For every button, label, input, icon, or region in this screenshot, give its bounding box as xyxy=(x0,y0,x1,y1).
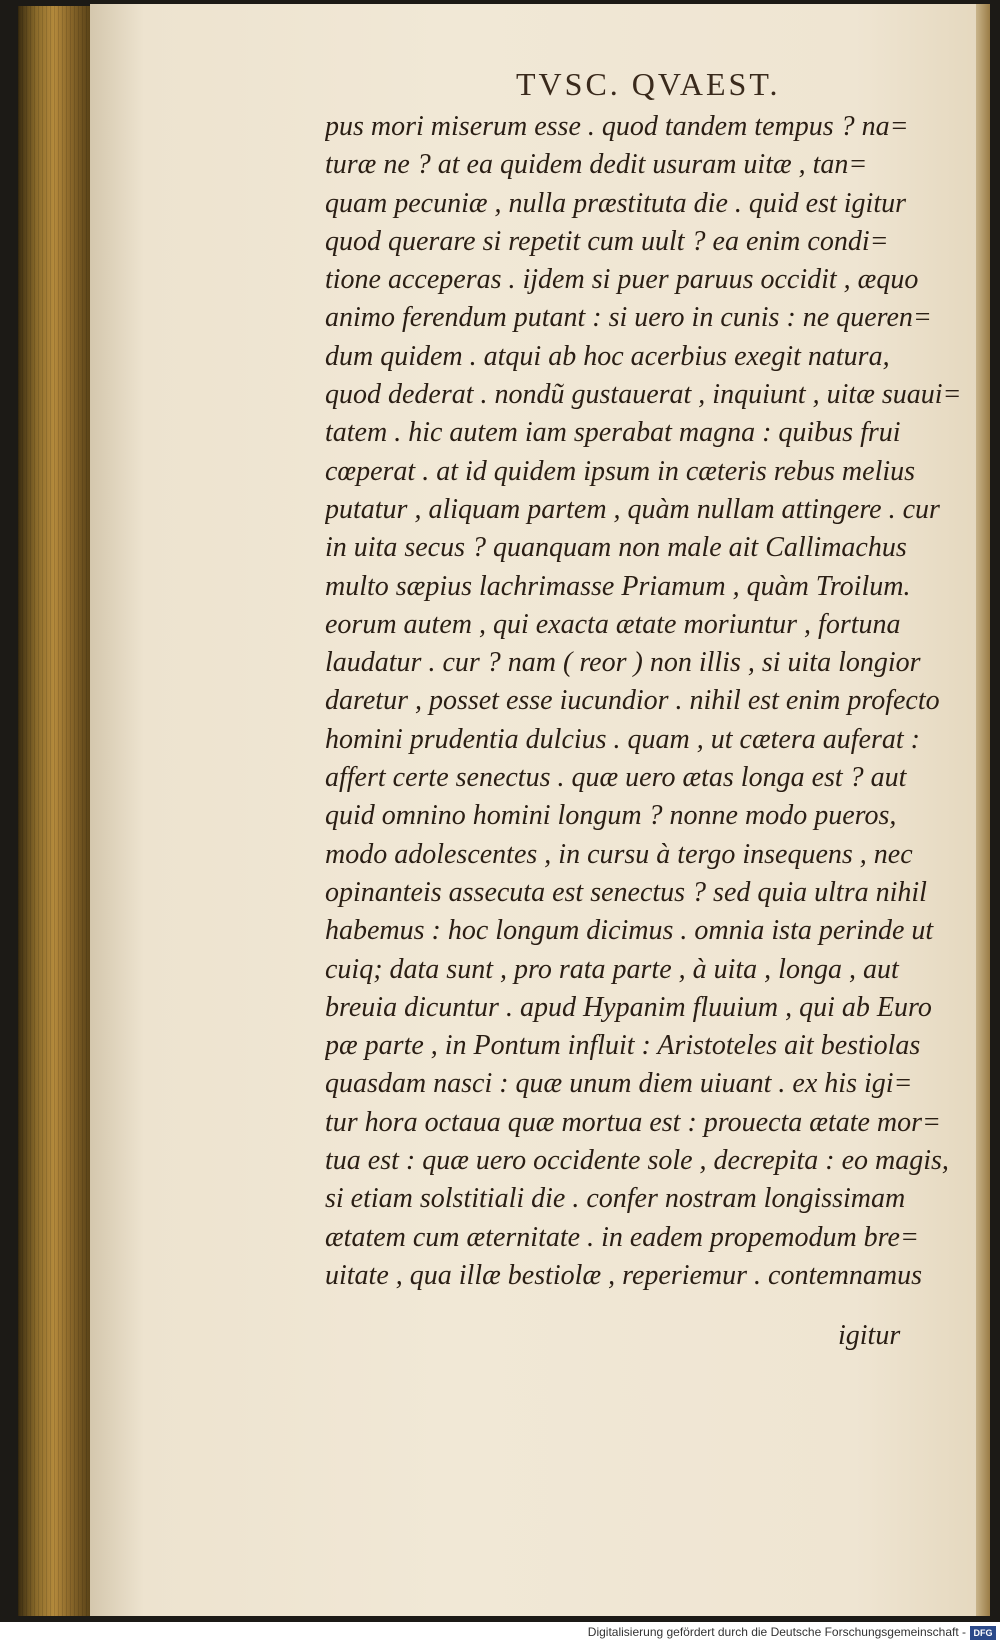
text-line: cœperat . at id quidem ipsum in cæteris rebus melius xyxy=(325,455,916,487)
text-line: tua est : quæ uero occidente sole , decrepita : eo magis, xyxy=(325,1145,949,1177)
text-line: tur hora octaua quæ mortua est : prouecta ætate mor= xyxy=(325,1106,941,1138)
text-line: opinanteis assecuta est senectus ? sed quia ultra nihil xyxy=(325,876,927,908)
footer-bar xyxy=(0,1622,1000,1646)
text-line: animo ferendum putant : si uero in cunis : ne queren= xyxy=(325,302,932,334)
text-line: pus mori miserum esse . quod tandem tempus ? na= xyxy=(325,111,909,142)
text-line: ætatem cum æternitate . in eadem propemodum bre= xyxy=(325,1221,919,1253)
running-head: TVSC. QVAEST. xyxy=(516,66,781,102)
text-line: in uita secus ? quanquam non male ait Callimachus xyxy=(325,532,907,564)
text-line: modo adolescentes , in cursu à tergo insequens , nec xyxy=(325,838,913,870)
text-line: daretur , posset esse iucundior . nihil est enim profecto xyxy=(325,685,940,717)
text-line: pæ parte , in Pontum influit : Aristoteles ait bestiolas xyxy=(325,1030,921,1062)
text-line: cuiq; data sunt , pro rata parte , à uita , longa , aut xyxy=(325,953,899,985)
text-line: affert certe senectus . quæ uero ætas longa est ? aut xyxy=(325,762,907,794)
text-line: quasdam nasci : quæ unum diem uiuant . ex his igi= xyxy=(325,1068,913,1100)
catchword: igitur xyxy=(838,1320,901,1351)
book-page-edges xyxy=(18,6,90,1616)
text-line: tatem . hic autem iam sperabat magna : quibus frui xyxy=(325,417,901,449)
text-line: tione acceperas . ijdem si puer paruus occidit , æquo xyxy=(325,264,919,296)
dfg-logo-icon: DFG xyxy=(970,1626,996,1640)
text-block xyxy=(325,108,977,1295)
text-line: homini prudentia dulcius . quam , ut cætera auferat : xyxy=(325,723,920,755)
text-line: quod querare si repetit cum uult ? ea enim condi= xyxy=(325,225,889,257)
text-line: laudatur . cur ? nam ( reor ) non illis , si uita longior xyxy=(325,647,921,679)
text-line: multo sæpius lachrimasse Priamum , quàm Troilum. xyxy=(325,570,911,602)
funding-credit: Digitalisierung gefördert durch die Deutsche Forschungsgemeinschaft - xyxy=(587,1625,966,1639)
page-gutter-edge xyxy=(976,4,990,1616)
text-line: quam pecuniæ , nulla præstituta die . quid est igitur xyxy=(325,187,906,219)
text-line: turæ ne ? at ea quidem dedit usuram uitæ , tan= xyxy=(325,149,868,181)
text-line: breuia dicuntur . apud Hypanim fluuium , qui ab Euro xyxy=(325,991,932,1023)
text-line: uitate , qua illæ bestiolæ , reperiemur . contemnamus xyxy=(325,1259,923,1291)
text-line: si etiam solstitiali die . confer nostram longissimam xyxy=(325,1183,906,1215)
text-line: putatur , aliquam partem , quàm nullam attingere . cur xyxy=(325,493,940,525)
text-line: quid omnino homini longum ? nonne modo pueros, xyxy=(325,800,897,832)
text-line: dum quidem . atqui ab hoc acerbius exegit natura, xyxy=(325,340,890,372)
text-line: quod dederat . nondũ gustauerat , inquiunt , uitæ suaui= xyxy=(325,379,962,411)
text-line: habemus : hoc longum dicimus . omnia ista perinde ut xyxy=(325,915,934,947)
text-line: eorum autem , qui exacta ætate moriuntur , fortuna xyxy=(325,608,901,640)
